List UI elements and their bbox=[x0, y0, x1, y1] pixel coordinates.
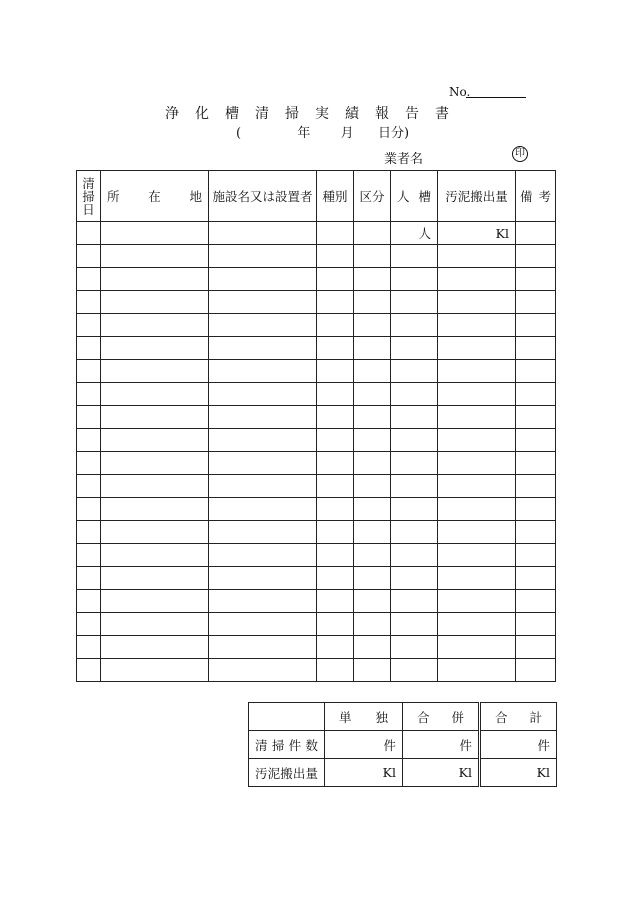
cell-day[interactable] bbox=[77, 521, 101, 544]
vendor-name-label: 業者名 bbox=[384, 152, 424, 167]
cell-day[interactable] bbox=[77, 314, 101, 337]
cell-address[interactable] bbox=[101, 521, 209, 544]
cell-type[interactable] bbox=[317, 360, 354, 383]
cell-capacity[interactable] bbox=[391, 360, 438, 383]
cell-sludge[interactable] bbox=[438, 291, 516, 314]
header-day-char: 清 bbox=[82, 175, 95, 191]
cell-capacity[interactable] bbox=[391, 429, 438, 452]
cell-address[interactable] bbox=[101, 429, 209, 452]
cell-capacity[interactable] bbox=[391, 291, 438, 314]
table-row bbox=[77, 268, 556, 291]
cell-remarks[interactable] bbox=[516, 498, 556, 521]
cell-capacity[interactable] bbox=[391, 475, 438, 498]
cell-category[interactable] bbox=[354, 636, 391, 659]
cell-sludge[interactable] bbox=[438, 245, 516, 268]
cell-capacity[interactable] bbox=[391, 567, 438, 590]
document-number-line bbox=[466, 97, 526, 98]
cell-type[interactable] bbox=[317, 406, 354, 429]
cell-facility[interactable] bbox=[209, 268, 317, 291]
cell-sludge[interactable] bbox=[438, 590, 516, 613]
title-char: 報 bbox=[375, 106, 405, 122]
cell-facility[interactable] bbox=[209, 613, 317, 636]
cell-address[interactable] bbox=[101, 636, 209, 659]
cell-remarks[interactable] bbox=[516, 452, 556, 475]
header-capacity-char: 人 bbox=[397, 189, 410, 204]
header-type: 種別 bbox=[317, 171, 354, 222]
cell-day[interactable] bbox=[77, 406, 101, 429]
cell-sludge[interactable] bbox=[438, 567, 516, 590]
cell-address[interactable] bbox=[101, 291, 209, 314]
title-char: 化 bbox=[195, 106, 225, 122]
cell-facility[interactable] bbox=[209, 245, 317, 268]
header-address-char: 所 bbox=[107, 189, 120, 204]
cell-day[interactable] bbox=[77, 291, 101, 314]
cell-type[interactable] bbox=[317, 337, 354, 360]
cell-facility[interactable] bbox=[209, 521, 317, 544]
table-row bbox=[77, 498, 556, 521]
cell-facility[interactable] bbox=[209, 222, 317, 245]
cell-remarks[interactable] bbox=[516, 245, 556, 268]
cell-address[interactable] bbox=[101, 245, 209, 268]
cell-remarks[interactable] bbox=[516, 406, 556, 429]
title-char: 槽 bbox=[225, 106, 255, 122]
cell-category[interactable] bbox=[354, 314, 391, 337]
cell-remarks[interactable] bbox=[516, 337, 556, 360]
period-open-paren: ( bbox=[236, 126, 242, 141]
summary-corner-cell bbox=[249, 703, 325, 731]
summary-label-char: 掃 bbox=[271, 737, 285, 753]
cell-category[interactable] bbox=[354, 590, 391, 613]
title-char: 績 bbox=[345, 106, 375, 122]
title-char: 告 bbox=[405, 106, 435, 122]
header-address bbox=[101, 171, 209, 222]
cell-sludge[interactable] bbox=[438, 475, 516, 498]
cell-sludge[interactable] bbox=[438, 360, 516, 383]
cell-day[interactable] bbox=[77, 337, 101, 360]
cell-day[interactable] bbox=[77, 636, 101, 659]
cell-category[interactable] bbox=[354, 337, 391, 360]
table-row bbox=[77, 291, 556, 314]
cell-type[interactable] bbox=[317, 590, 354, 613]
table-row bbox=[77, 245, 556, 268]
cell-category[interactable] bbox=[354, 291, 391, 314]
period-month-label: 月 bbox=[340, 126, 354, 141]
table-row bbox=[77, 337, 556, 360]
summary-header-char: 独 bbox=[375, 709, 388, 725]
summary-header-combined bbox=[403, 703, 480, 731]
table-header-row bbox=[77, 171, 556, 222]
header-remarks-char: 考 bbox=[538, 189, 551, 204]
table-row bbox=[77, 544, 556, 567]
cell-category[interactable] bbox=[354, 475, 391, 498]
seal-mark: 印 bbox=[512, 146, 528, 162]
cell-capacity[interactable] bbox=[391, 268, 438, 291]
cell-sludge[interactable] bbox=[438, 268, 516, 291]
cell-day[interactable] bbox=[77, 613, 101, 636]
cell-category[interactable] bbox=[354, 659, 391, 682]
header-capacity-char: 槽 bbox=[418, 189, 431, 204]
cell-capacity[interactable]: 人 bbox=[391, 222, 438, 245]
cell-remarks[interactable] bbox=[516, 521, 556, 544]
cell-remarks[interactable] bbox=[516, 544, 556, 567]
cell-facility[interactable] bbox=[209, 383, 317, 406]
cell-capacity[interactable] bbox=[391, 383, 438, 406]
cell-type[interactable] bbox=[317, 613, 354, 636]
cell-sludge[interactable] bbox=[438, 498, 516, 521]
cell-type[interactable] bbox=[317, 659, 354, 682]
summary-label-char: 量 bbox=[305, 765, 318, 781]
summary-label-char: 件 bbox=[288, 737, 302, 753]
table-row bbox=[77, 521, 556, 544]
cell-category[interactable] bbox=[354, 406, 391, 429]
cell-sludge[interactable] bbox=[438, 659, 516, 682]
header-address-char: 地 bbox=[189, 189, 202, 204]
header-cleaning-day bbox=[77, 171, 101, 222]
cell-day[interactable] bbox=[77, 383, 101, 406]
cell-type[interactable] bbox=[317, 429, 354, 452]
cell-facility[interactable] bbox=[209, 291, 317, 314]
cell-day[interactable] bbox=[77, 429, 101, 452]
cell-facility[interactable] bbox=[209, 360, 317, 383]
cell-type[interactable] bbox=[317, 291, 354, 314]
table-row bbox=[77, 636, 556, 659]
table-row bbox=[77, 659, 556, 682]
summary-label-char: 清 bbox=[255, 737, 268, 753]
summary-label-char: 泥 bbox=[267, 765, 281, 781]
cell-remarks[interactable] bbox=[516, 314, 556, 337]
summary-value-cell[interactable]: Kl bbox=[480, 759, 557, 787]
cleaning-record-table bbox=[76, 170, 556, 682]
title-char: 実 bbox=[315, 106, 345, 122]
cell-facility[interactable] bbox=[209, 337, 317, 360]
cell-capacity[interactable] bbox=[391, 521, 438, 544]
cell-facility[interactable] bbox=[209, 429, 317, 452]
cell-day[interactable] bbox=[77, 659, 101, 682]
title-char: 清 bbox=[255, 106, 285, 122]
cell-day[interactable] bbox=[77, 222, 101, 245]
cell-capacity[interactable] bbox=[391, 406, 438, 429]
cell-facility[interactable] bbox=[209, 475, 317, 498]
cell-capacity[interactable] bbox=[391, 498, 438, 521]
summary-label-char: 汚 bbox=[255, 765, 268, 781]
cell-remarks[interactable] bbox=[516, 429, 556, 452]
report-period bbox=[236, 122, 409, 141]
cell-type[interactable] bbox=[317, 383, 354, 406]
cell-facility[interactable] bbox=[209, 544, 317, 567]
cell-facility[interactable] bbox=[209, 406, 317, 429]
table-row bbox=[77, 222, 556, 245]
cell-remarks[interactable] bbox=[516, 360, 556, 383]
cell-facility[interactable] bbox=[209, 659, 317, 682]
cell-day[interactable] bbox=[77, 544, 101, 567]
cell-facility[interactable] bbox=[209, 314, 317, 337]
cell-facility[interactable] bbox=[209, 636, 317, 659]
cell-address[interactable] bbox=[101, 544, 209, 567]
table-row bbox=[77, 567, 556, 590]
cell-address[interactable] bbox=[101, 613, 209, 636]
cell-type[interactable] bbox=[317, 268, 354, 291]
summary-row bbox=[249, 731, 557, 759]
summary-header-char: 合 bbox=[417, 709, 430, 725]
table-row bbox=[77, 590, 556, 613]
title-char: 掃 bbox=[285, 106, 315, 122]
cell-remarks[interactable] bbox=[516, 268, 556, 291]
summary-label-char: 数 bbox=[305, 737, 318, 753]
cell-capacity[interactable] bbox=[391, 452, 438, 475]
table-row bbox=[77, 360, 556, 383]
header-remarks-char: 備 bbox=[520, 189, 533, 204]
cell-capacity[interactable] bbox=[391, 544, 438, 567]
cell-sludge[interactable] bbox=[438, 337, 516, 360]
period-year-label: 年 bbox=[297, 126, 311, 141]
header-capacity bbox=[391, 171, 438, 222]
header-category: 区分 bbox=[354, 171, 391, 222]
cell-type[interactable] bbox=[317, 521, 354, 544]
cell-sludge[interactable] bbox=[438, 636, 516, 659]
cell-category[interactable] bbox=[354, 268, 391, 291]
cell-day[interactable] bbox=[77, 245, 101, 268]
summary-value-cell[interactable]: 件 bbox=[325, 731, 403, 759]
cell-type[interactable] bbox=[317, 475, 354, 498]
cell-sludge[interactable] bbox=[438, 383, 516, 406]
table-row bbox=[77, 475, 556, 498]
cell-type[interactable] bbox=[317, 452, 354, 475]
cell-category[interactable] bbox=[354, 452, 391, 475]
table-row bbox=[77, 314, 556, 337]
cell-sludge[interactable] bbox=[438, 452, 516, 475]
header-day-char: 日 bbox=[82, 201, 95, 217]
cell-sludge[interactable] bbox=[438, 613, 516, 636]
cell-remarks[interactable] bbox=[516, 636, 556, 659]
cell-category[interactable] bbox=[354, 544, 391, 567]
cell-category[interactable] bbox=[354, 429, 391, 452]
cell-day[interactable] bbox=[77, 360, 101, 383]
header-facility: 施設名又は設置者 bbox=[209, 171, 317, 222]
cell-category[interactable] bbox=[354, 360, 391, 383]
cell-remarks[interactable] bbox=[516, 613, 556, 636]
header-sludge: 汚泥搬出量 bbox=[438, 171, 516, 222]
table-row bbox=[77, 429, 556, 452]
cell-type[interactable] bbox=[317, 314, 354, 337]
cell-address[interactable] bbox=[101, 383, 209, 406]
cell-category[interactable] bbox=[354, 245, 391, 268]
cell-remarks[interactable] bbox=[516, 475, 556, 498]
summary-table bbox=[248, 702, 557, 787]
table-row bbox=[77, 613, 556, 636]
header-day-char: 掃 bbox=[82, 188, 95, 204]
cell-sludge[interactable] bbox=[438, 521, 516, 544]
cell-facility[interactable] bbox=[209, 452, 317, 475]
cell-address[interactable] bbox=[101, 498, 209, 521]
cell-category[interactable] bbox=[354, 521, 391, 544]
cell-day[interactable] bbox=[77, 498, 101, 521]
cell-type[interactable] bbox=[317, 544, 354, 567]
cell-address[interactable] bbox=[101, 360, 209, 383]
cell-category[interactable] bbox=[354, 222, 391, 245]
cell-address[interactable] bbox=[101, 406, 209, 429]
summary-row-label bbox=[249, 731, 325, 759]
cell-remarks[interactable] bbox=[516, 659, 556, 682]
table-row bbox=[77, 383, 556, 406]
summary-label-char: 出 bbox=[292, 765, 306, 781]
cell-category[interactable] bbox=[354, 383, 391, 406]
title-char: 書 bbox=[435, 106, 465, 122]
summary-value-cell[interactable]: Kl bbox=[403, 759, 480, 787]
cell-category[interactable] bbox=[354, 498, 391, 521]
cell-category[interactable] bbox=[354, 567, 391, 590]
cell-day[interactable] bbox=[77, 567, 101, 590]
cell-remarks[interactable] bbox=[516, 383, 556, 406]
summary-header-char: 合 bbox=[495, 709, 508, 725]
cell-capacity[interactable] bbox=[391, 314, 438, 337]
cell-facility[interactable] bbox=[209, 567, 317, 590]
cell-type[interactable] bbox=[317, 567, 354, 590]
cell-address[interactable] bbox=[101, 314, 209, 337]
cell-capacity[interactable] bbox=[391, 659, 438, 682]
table-row bbox=[77, 406, 556, 429]
cell-address[interactable] bbox=[101, 590, 209, 613]
cell-sludge[interactable] bbox=[438, 544, 516, 567]
document-number-label: No. bbox=[449, 85, 471, 99]
cell-facility[interactable] bbox=[209, 590, 317, 613]
summary-value-cell[interactable]: Kl bbox=[325, 759, 403, 787]
summary-row bbox=[249, 759, 557, 787]
cell-address[interactable] bbox=[101, 475, 209, 498]
cell-capacity[interactable] bbox=[391, 613, 438, 636]
table-row bbox=[77, 452, 556, 475]
cell-address[interactable] bbox=[101, 659, 209, 682]
cell-address[interactable] bbox=[101, 452, 209, 475]
cell-type[interactable] bbox=[317, 498, 354, 521]
cell-capacity[interactable] bbox=[391, 245, 438, 268]
header-remarks bbox=[516, 171, 556, 222]
summary-header-char: 計 bbox=[529, 709, 542, 725]
cell-capacity[interactable] bbox=[391, 636, 438, 659]
cell-remarks[interactable] bbox=[516, 590, 556, 613]
cell-capacity[interactable] bbox=[391, 590, 438, 613]
cell-address[interactable] bbox=[101, 567, 209, 590]
cell-type[interactable] bbox=[317, 245, 354, 268]
cell-sludge[interactable] bbox=[438, 429, 516, 452]
summary-row-label bbox=[249, 759, 325, 787]
cell-sludge[interactable]: Kl bbox=[438, 222, 516, 245]
cell-address[interactable] bbox=[101, 222, 209, 245]
summary-header-char: 単 bbox=[339, 709, 352, 725]
cell-type[interactable] bbox=[317, 222, 354, 245]
cell-day[interactable] bbox=[77, 268, 101, 291]
cell-category[interactable] bbox=[354, 613, 391, 636]
cell-capacity[interactable] bbox=[391, 337, 438, 360]
summary-label-char: 搬 bbox=[280, 765, 293, 781]
summary-header-char: 併 bbox=[451, 709, 464, 725]
summary-value-cell[interactable]: 件 bbox=[480, 731, 557, 759]
summary-header-single bbox=[325, 703, 403, 731]
cell-sludge[interactable] bbox=[438, 406, 516, 429]
document-title bbox=[0, 103, 630, 123]
summary-header-row bbox=[249, 703, 557, 731]
cell-facility[interactable] bbox=[209, 498, 317, 521]
cell-remarks[interactable] bbox=[516, 291, 556, 314]
summary-header-total bbox=[480, 703, 557, 731]
cell-remarks[interactable] bbox=[516, 567, 556, 590]
header-address-char: 在 bbox=[148, 189, 161, 204]
period-day-label: 日分) bbox=[377, 126, 410, 141]
cell-type[interactable] bbox=[317, 636, 354, 659]
summary-value-cell[interactable]: 件 bbox=[403, 731, 480, 759]
title-char: 浄 bbox=[165, 106, 195, 122]
cell-day[interactable] bbox=[77, 452, 101, 475]
cell-address[interactable] bbox=[101, 268, 209, 291]
cell-address[interactable] bbox=[101, 337, 209, 360]
cell-sludge[interactable] bbox=[438, 314, 516, 337]
cell-remarks[interactable] bbox=[516, 222, 556, 245]
cell-day[interactable] bbox=[77, 590, 101, 613]
cell-day[interactable] bbox=[77, 475, 101, 498]
